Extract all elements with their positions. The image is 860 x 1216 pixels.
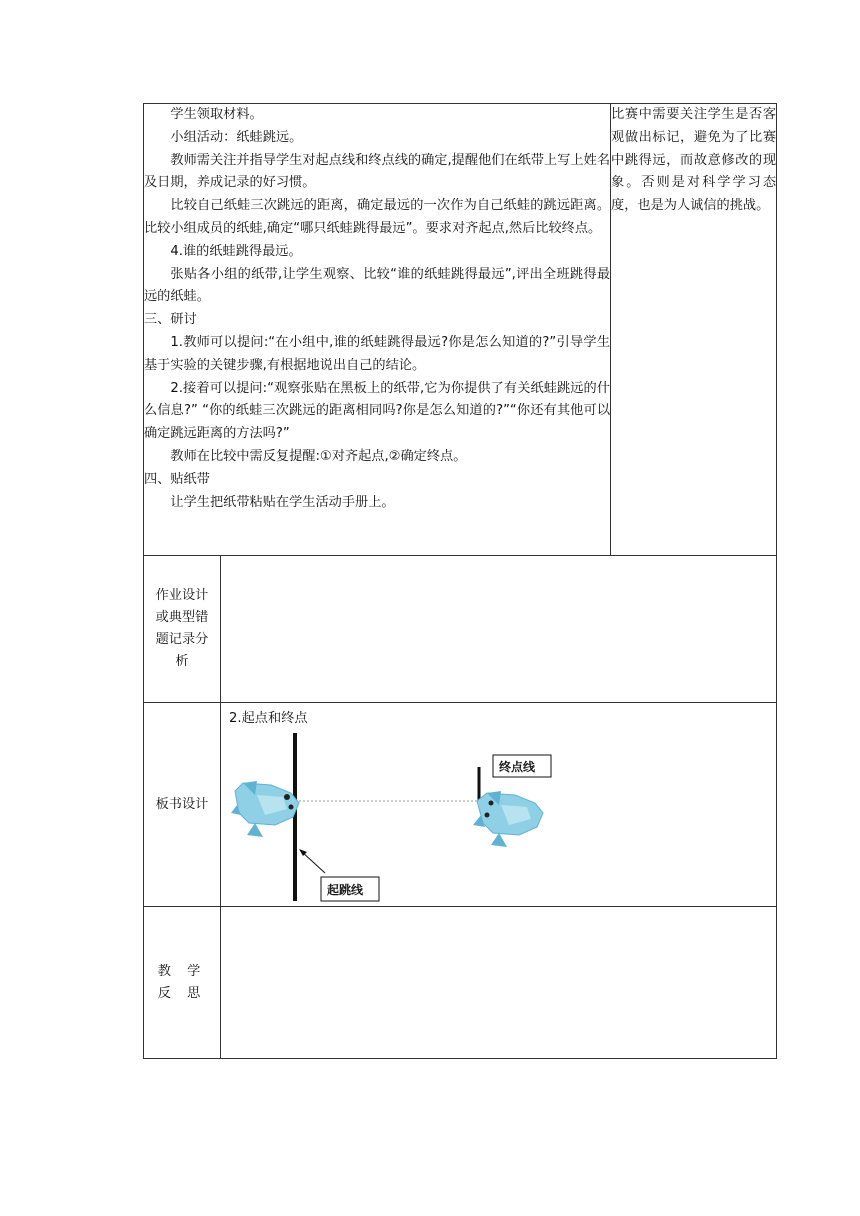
start-line-label: 起跳线 — [327, 883, 364, 897]
paragraph: 2.接着可以提问:“观察张贴在黑板上的纸带,它为你提供了有关纸蛙跳远的什么信息?” “你的纸蛙三次跳远的距离相同吗?你是怎么知道的?”“你还有其他可以确定跳远距离的方法吗?” — [144, 380, 611, 442]
label-line: 析 — [175, 654, 189, 669]
homework-content-cell — [221, 556, 777, 703]
board-row — [144, 703, 777, 907]
label-line: 反 思 — [157, 985, 207, 1001]
paragraph: 教师需关注并指导学生对起点线和终点线的确定,提醒他们在纸带上写上姓名及日期，养成记录的好习惯。 — [144, 152, 611, 191]
paragraph: 让学生把纸带粘贴在学生活动手册上。 — [170, 494, 395, 510]
paragraph: 教师在比较中需反复提醒:①对齐起点,②确定终点。 — [170, 448, 467, 464]
paragraph: 1.教师可以提问:“在小组中,谁的纸蛙跳得最远?你是怎么知道的?”引导学生基于实验的关键步骤,有根据地说出自己的结论。 — [144, 334, 611, 373]
paragraph: 张贴各小组的纸带,让学生观察、比较“谁的纸蛙跳得最远”,评出全班跳得最远的纸蛙。 — [144, 266, 611, 305]
paragraph: 小组活动：纸蛙跳远。 — [170, 129, 303, 145]
section-heading: 三、研讨 — [144, 312, 197, 328]
paragraph: 4.谁的纸蛙跳得最远。 — [170, 243, 302, 259]
label-line: 教 学 — [157, 963, 207, 979]
paragraph: 学生领取材料。 — [170, 107, 263, 122]
teacher-note-cell: 比赛中需要关注学生是否客观做出标记，避免为了比赛中跳得远，而故意修改的现象。否则是对科学学习态度，也是为人诚信的挑战。 — [611, 104, 777, 556]
board-title: 2.起点和终点 — [229, 711, 308, 726]
frog-icon — [473, 791, 543, 847]
process-cell — [144, 104, 611, 556]
paragraph: 比较自己纸蛙三次跳远的距离，确定最远的一次作为自己纸蛙的跳远距离。比较小组成员的纸蛙,确定“哪只纸蛙跳得最远”。要求对齐起点,然后比较终点。 — [144, 198, 611, 236]
end-line-label: 终点线 — [499, 760, 536, 774]
homework-label — [144, 556, 221, 703]
section-heading: 四、贴纸带 — [144, 471, 210, 487]
homework-row — [144, 556, 777, 703]
process-row — [144, 104, 777, 556]
label-line: 或典型错 — [155, 610, 209, 625]
reflection-label — [144, 907, 221, 1059]
frog-icon — [231, 781, 299, 837]
label-line: 作业设计 — [155, 588, 209, 603]
reflection-content-cell — [221, 907, 777, 1059]
reflection-row — [144, 907, 777, 1059]
board-diagram — [221, 703, 775, 905]
board-content-cell — [221, 703, 777, 907]
lesson-plan-table — [143, 103, 777, 1059]
label-line: 题记录分 — [155, 632, 209, 647]
board-label: 板书设计 — [144, 703, 221, 907]
